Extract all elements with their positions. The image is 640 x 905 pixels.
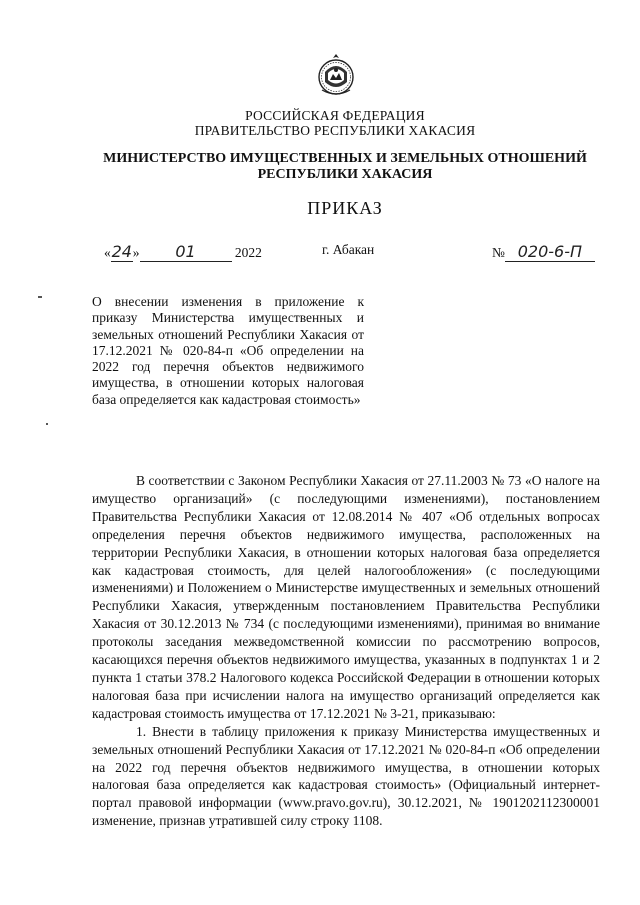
- document-type: ПРИКАЗ: [307, 198, 383, 218]
- order-year: 2022: [234, 245, 262, 260]
- order-subject: О внесении изменения в приложение к приказу Министерства имущественных и земельных отношений Республики Хакасия от 17.12.2021 № 020-84-п «Об определении на 2022 год перечня объектов недвижимого имущества, в отношении которых налоговая база определяется как кадастровая стоимость»: [92, 294, 364, 407]
- open-quote: «: [104, 245, 111, 260]
- order-item-1: 1. Внести в таблицу приложения к приказу Министерства имущественных и земельных отношений Республики Хакасия от 17.12.2021 № 020-84-п «Об определении на 2022 год перечня объектов недвижимого имущества, в отношении которых налоговая база определяется как кадастровая стоимость» (Официальный интернет-портал правовой информации (www.pravo.gov.ru), 30.12.2021, № 1901202112300001 изменение, признав утратившей силу строку 1108.: [92, 723, 600, 829]
- scan-mark: [46, 423, 48, 425]
- order-number: [492, 242, 595, 262]
- number-sign: №: [492, 245, 505, 260]
- order-body: [92, 472, 600, 830]
- ministry-name: МИНИСТЕРСТВО ИМУЩЕСТВЕННЫХ И ЗЕМЕЛЬНЫХ ОТНОШЕНИЙ: [103, 151, 587, 166]
- ministry-region: РЕСПУБЛИКИ ХАКАСИЯ: [257, 167, 433, 182]
- order-number-value: 020-6-П: [505, 242, 595, 262]
- country-name: РОССИЙСКАЯ ФЕДЕРАЦИЯ: [245, 108, 425, 123]
- coat-of-arms-icon: [316, 52, 356, 98]
- preamble-paragraph: В соответствии с Законом Республики Хакасия от 27.11.2003 № 73 «О налоге на имущество организаций» (с последующими изменениями), постановлением Правительства Республики Хакасия от 12.08.2014 № 407 «Об отдельных вопросах определения перечня объектов недвижимого имущества, расположенных на территории Республики Хакасия, в отношении которых налоговая база определяется как кадастровая стоимость, для целей налогообложения» (с последующими изменениями) и Положением о Министерстве имущественных и земельных отношений Республики Хакасия, утвержденным постановлением Правительства Республики Хакасия от 30.12.2013 № 734 (с последующими изменениями), принимая во внимание протоколы заседания межведомственной комиссии по рассмотрению вопросов, касающихся перечня объектов недвижимого имущества, указанных в подпунктах 1 и 2 пункта 1 статьи 378.2 Налогового кодекса Российской Федерации в отношении которых налоговая база при исчислении налога на имущество организаций определяется как кадастровая стоимость имущества от 17.12.2021 № 3-21, приказываю:: [92, 473, 600, 721]
- order-day: 24: [111, 242, 132, 261]
- close-quote: »: [132, 245, 140, 260]
- order-date: [104, 242, 262, 262]
- government-name: ПРАВИТЕЛЬСТВО РЕСПУБЛИКИ ХАКАСИЯ: [194, 123, 476, 138]
- scan-mark: [38, 296, 42, 298]
- order-month: 01: [140, 242, 232, 262]
- order-city: г. Абакан: [322, 242, 375, 257]
